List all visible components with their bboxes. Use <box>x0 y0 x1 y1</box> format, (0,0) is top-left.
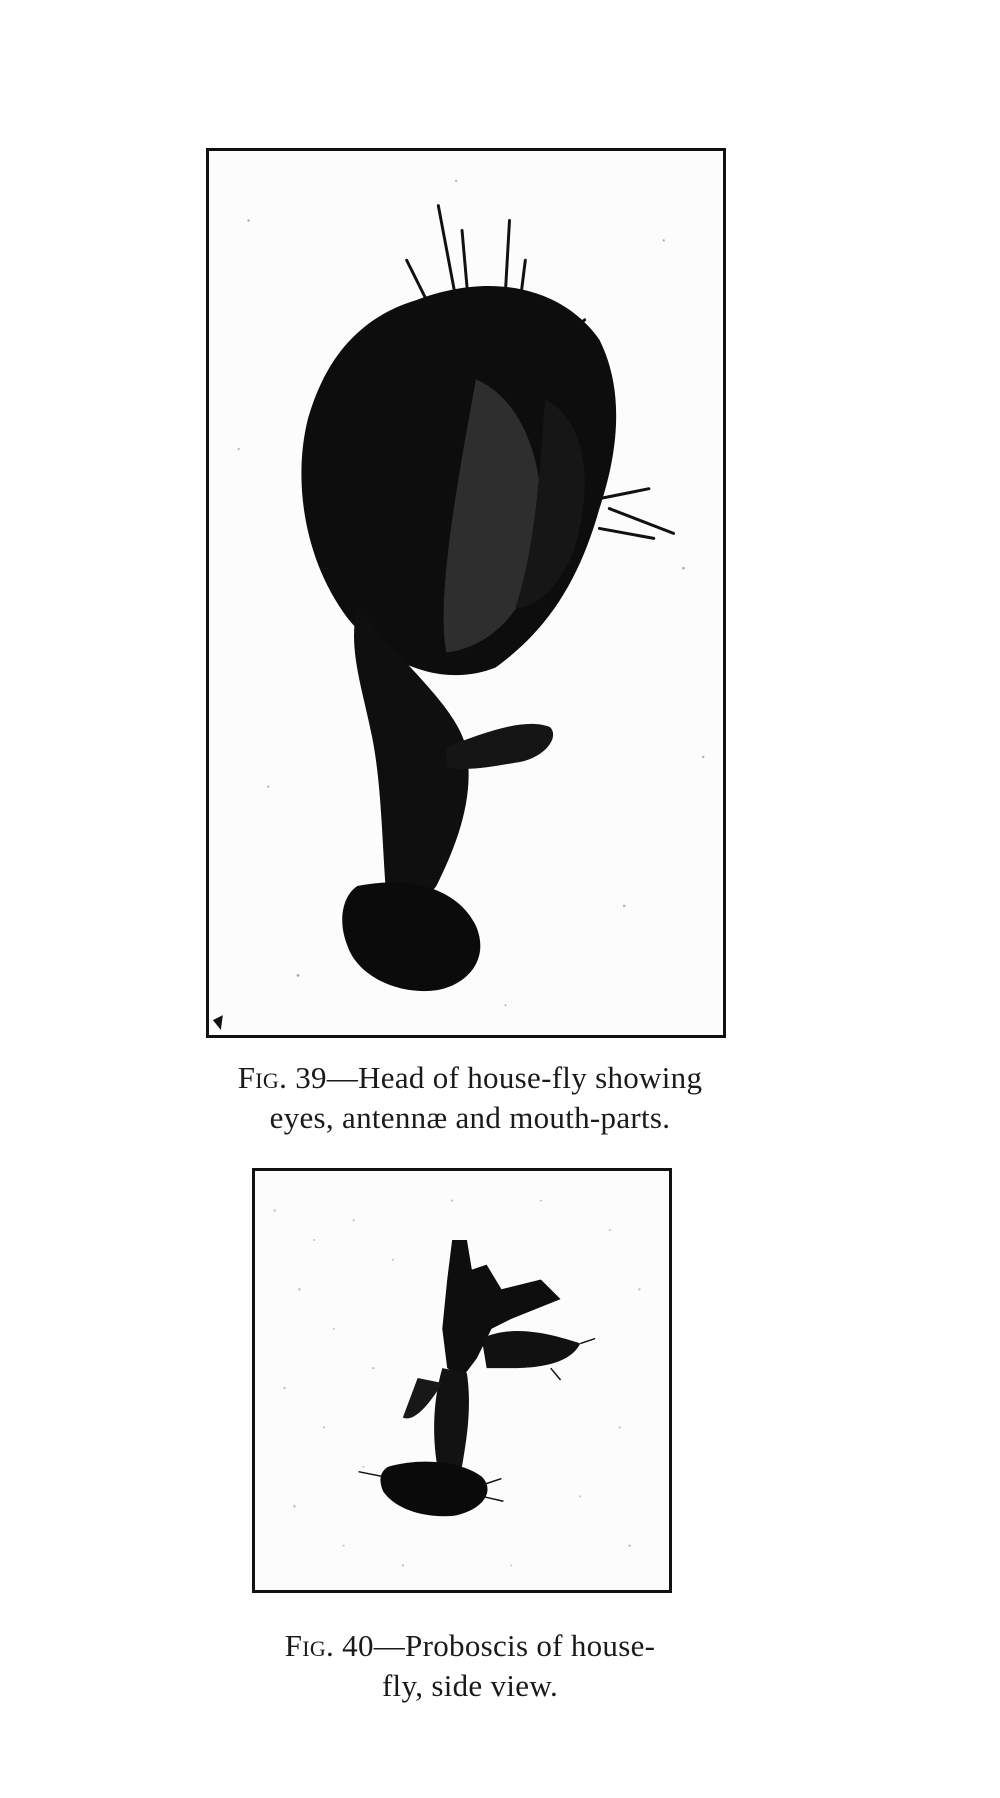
figure-40-photo <box>252 1168 672 1593</box>
figure-40-caption-line-1 <box>180 1626 760 1666</box>
figure-39-photo <box>206 148 726 1038</box>
figure-39-caption-text-1: —Head of house-fly showing <box>326 1060 703 1095</box>
house-fly-head-image <box>209 151 723 1035</box>
figure-40-caption <box>180 1626 760 1706</box>
proboscis-image <box>255 1171 669 1590</box>
figure-40-caption-text-1: —Proboscis of house- <box>373 1628 656 1663</box>
figure-39-caption-line-1 <box>150 1058 790 1098</box>
figure-39-caption <box>150 1058 790 1138</box>
figure-39-label: Fig. 39 <box>237 1060 327 1095</box>
figure-40-label: Fig. 40 <box>284 1628 374 1663</box>
figure-39-caption-line-2: eyes, antennæ and mouth-parts. <box>269 1100 671 1135</box>
figure-40-caption-line-2: fly, side view. <box>381 1668 559 1703</box>
